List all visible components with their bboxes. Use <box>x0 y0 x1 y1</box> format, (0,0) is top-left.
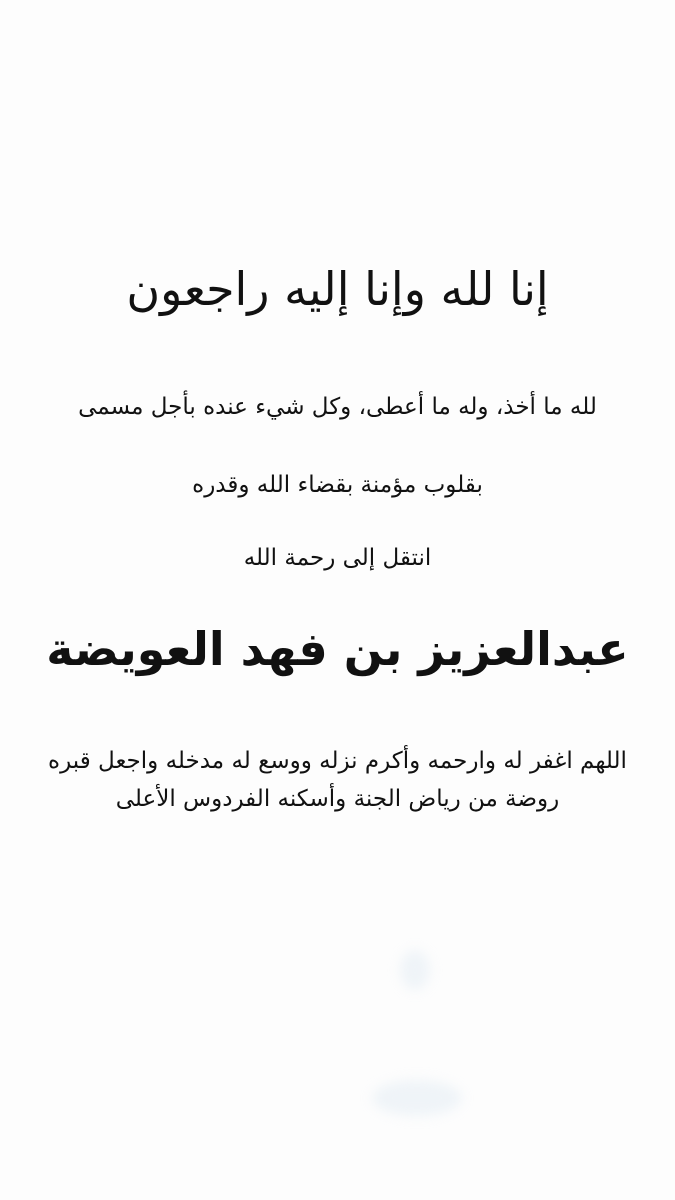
prayer-text: اللهم اغفر له وارحمه وأكرم نزله ووسع له مدخله واجعل قبره روضة من رياض الجنة وأسكنه الفردوس الأعلى <box>48 748 627 812</box>
verse-line: لله ما أخذ، وله ما أعطى، وكل شيء عنده بأجل مسمى <box>78 394 597 420</box>
faith-line: بقلوب مؤمنة بقضاء الله وقدره <box>192 472 483 498</box>
background-smudge <box>372 1080 462 1116</box>
deceased-name: عبدالعزيز بن فهد العويضة <box>46 622 629 676</box>
headline: إنا لله وإنا إليه راجعون <box>126 262 549 316</box>
background-smudge <box>400 950 430 990</box>
passed-away-line: انتقل إلى رحمة الله <box>243 545 432 571</box>
